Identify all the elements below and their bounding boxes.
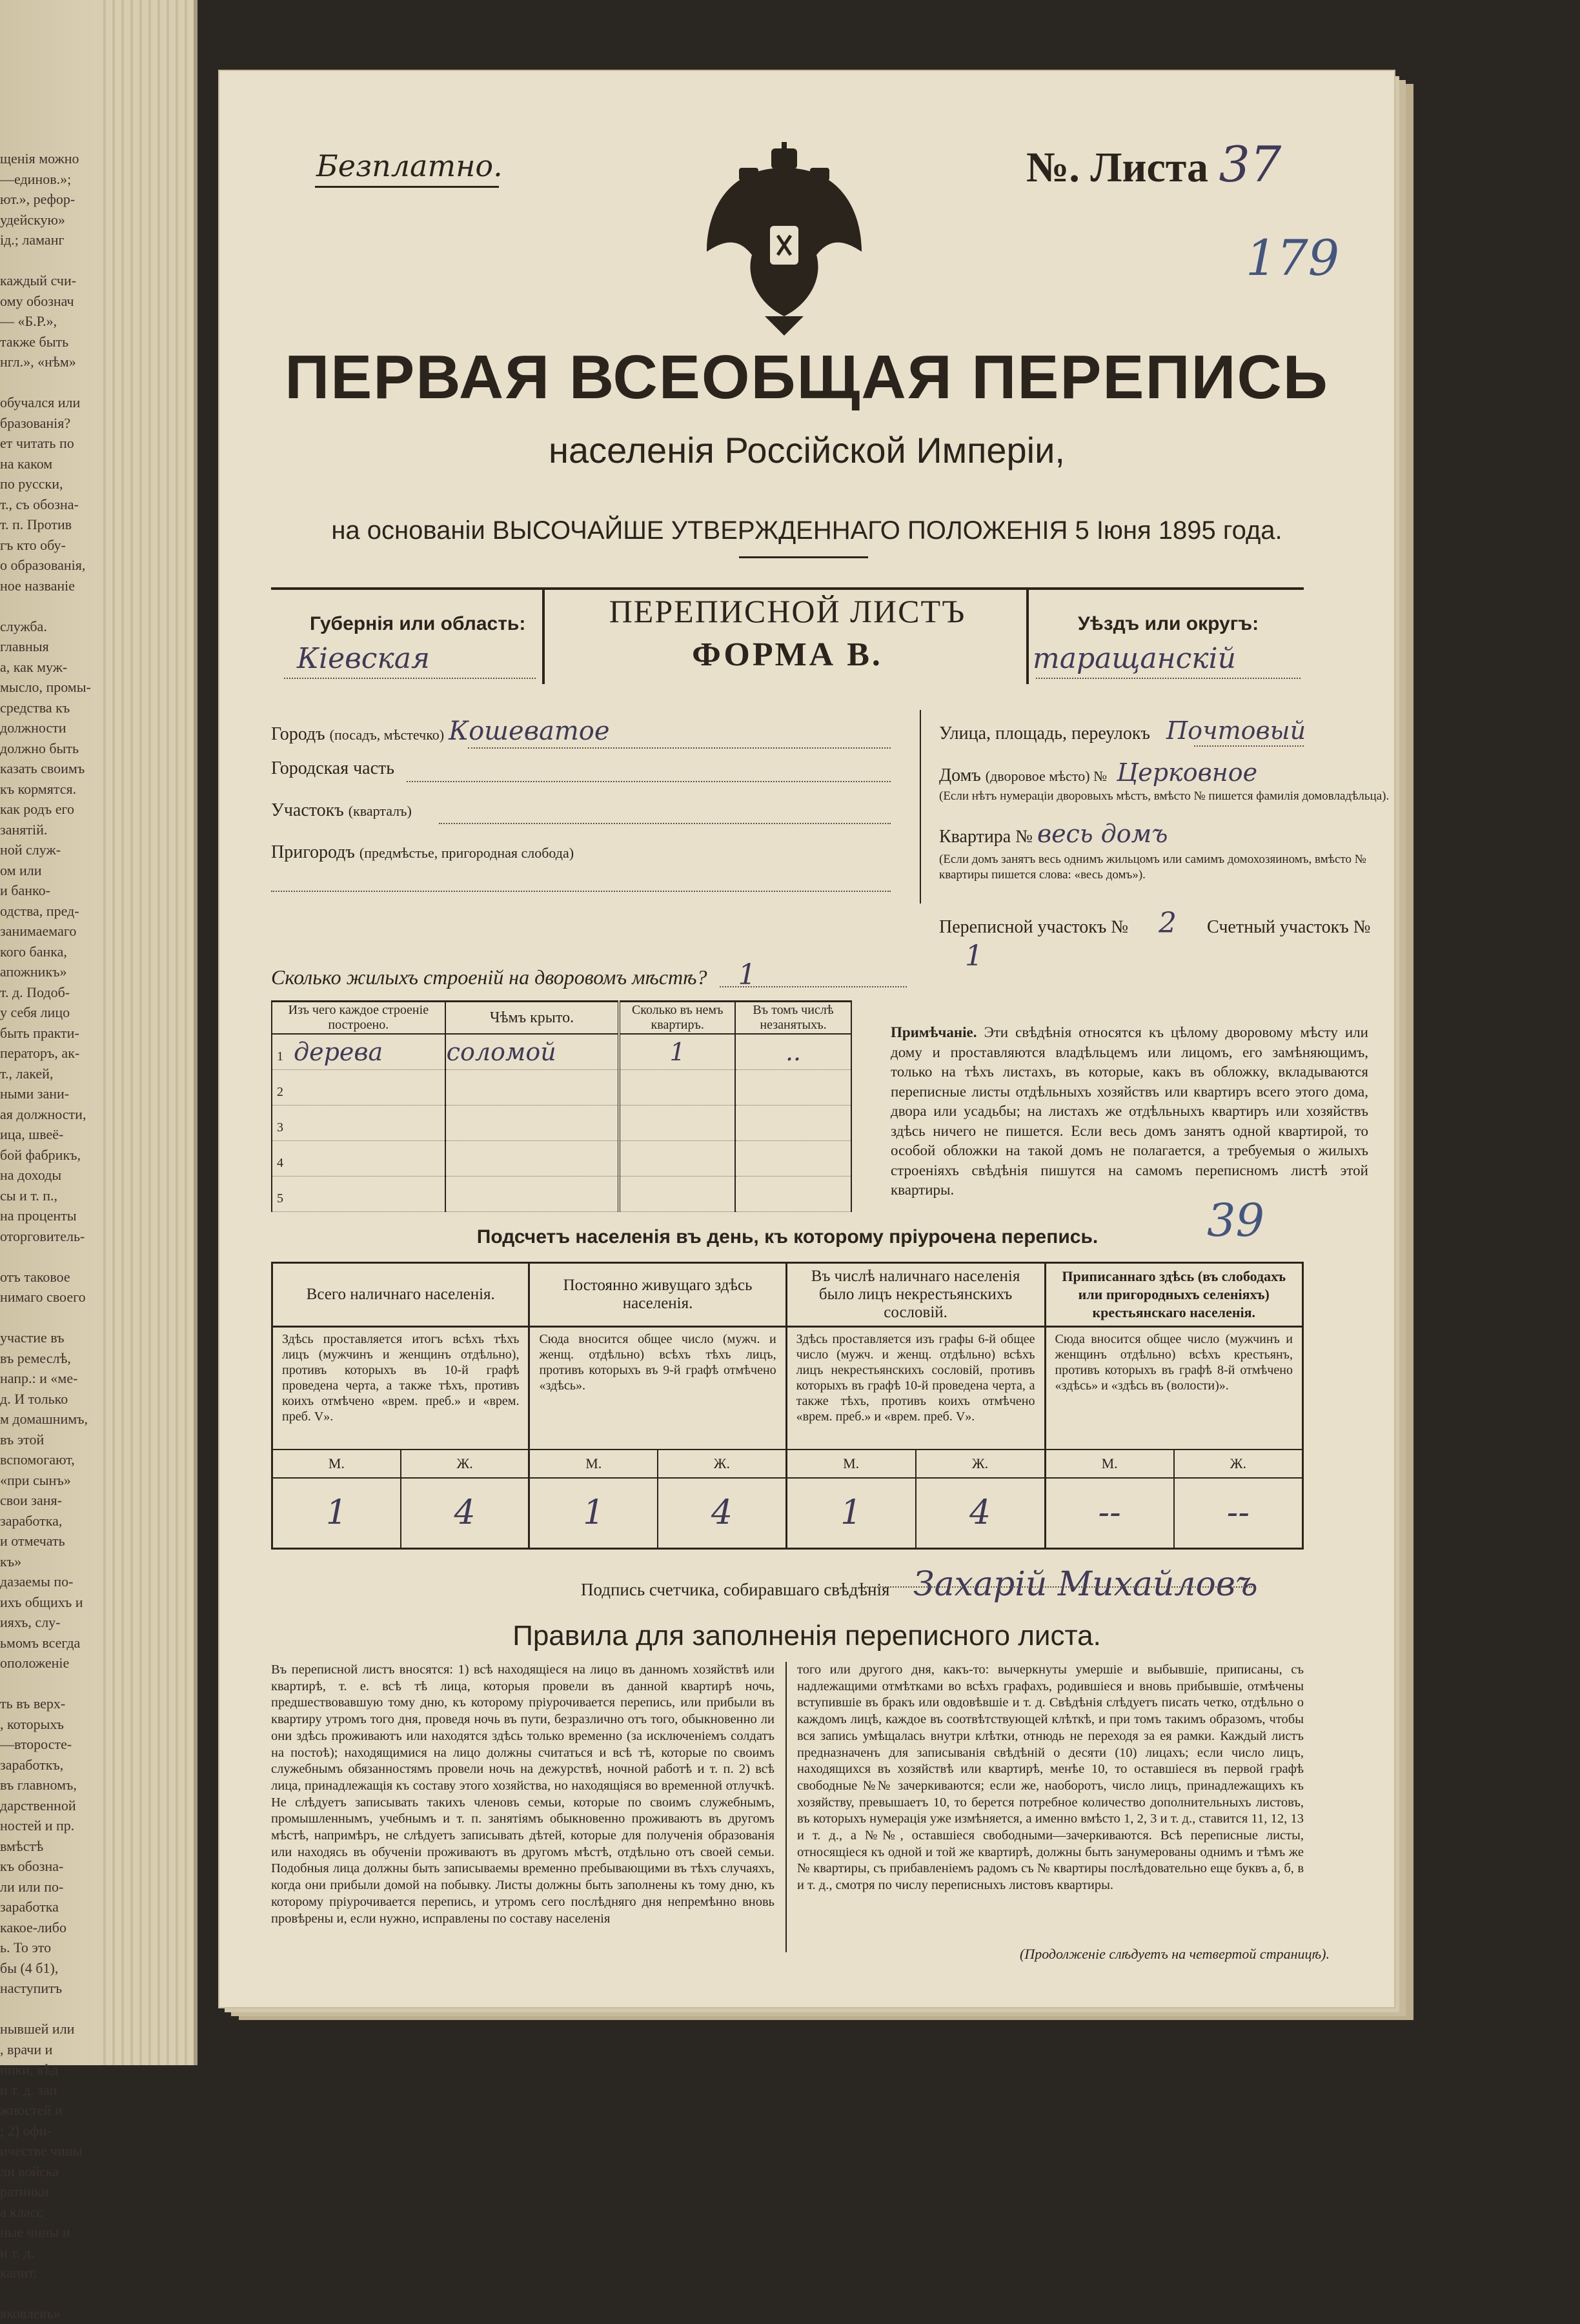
buildings-table: Изъ чего каждое строеніе построено. Чѣмъ крыто. Сколько въ немъ квартиръ. Въ томъ числѣ незанятыхъ. 1 дерева соломой 1 .. 2 3 4 5	[271, 1000, 852, 1212]
adjacent-line: службa.	[0, 618, 47, 634]
adjacent-line: , которыхъ	[0, 1715, 64, 1732]
adjacent-line: ичестве чины	[0, 2143, 83, 2159]
precinct-field: Участокъ (кварталъ)	[271, 800, 412, 820]
street-field: Улица, площадь, переулокъ Почтовый	[939, 716, 1306, 745]
adjacent-line	[0, 372, 97, 393]
table-row	[272, 1069, 851, 1105]
adjacent-line: заработка	[0, 1899, 59, 1915]
adjacent-line: д. И только	[0, 1390, 68, 1407]
male-count: --	[1045, 1478, 1174, 1549]
adjacent-line: занимаемаго	[0, 923, 77, 939]
adjacent-page-stack	[0, 0, 198, 2321]
adjacent-line: вспомогают,	[0, 1451, 75, 1468]
male-header: М.	[272, 1450, 401, 1478]
adjacent-line: отъ таковое	[0, 1268, 70, 1285]
adjacent-line: въ главномъ,	[0, 1777, 77, 1793]
population-title: Подсчетъ населенія въ день, къ которому пріурочена перепись.	[476, 1226, 1099, 1248]
population-column-title: Всего наличнаго населенія.	[272, 1263, 529, 1327]
population-column-description: Сюда вносится общее число (мужчинъ и женщинъ отдѣльно) всѣхъ крестьянъ, противъ которыхъ въ графѣ 8-й отмѣчено «здѣсь» и «здѣсь въ (волости)».	[1045, 1327, 1303, 1450]
male-count: 1	[272, 1478, 401, 1549]
building-roof: соломой	[446, 1037, 556, 1066]
adjacent-line: каждый счи-	[0, 272, 77, 288]
adjacent-line: ихъ общихъ и	[0, 1593, 83, 1610]
adjacent-line	[0, 1999, 97, 2019]
adjacent-line: къ кормятся.	[0, 780, 77, 797]
adjacent-line: яковлевъ»	[0, 2305, 61, 2321]
continued-note: (Продолженіе слѣдуетъ на четвертой страницѣ).	[1020, 1946, 1330, 1962]
form-title: ФОРМА В.	[692, 636, 883, 673]
adjacent-line: ли или по-	[0, 1878, 64, 1895]
adjacent-line: на каком	[0, 455, 53, 472]
adjacent-line: въ ремеслѣ,	[0, 1349, 71, 1366]
adjacent-line: ет читать по	[0, 435, 74, 451]
rules-right-column: того или другого дня, какъ-то: вычеркнуты умершіе и выбывшіе, приписаны, съ надлежащими отмѣтками во всѣхъ графахъ, родившіеся и вновь прибывшіе, отмѣчены вступившіе въ бракъ или овдовѣвшіе и т. д. Свѣдѣнія слѣдуетъ писать четко, отдѣльно о каждомъ лицѣ, каждое въ соотвѣтствующей клѣткѣ, и при томъ такимъ образомъ, чтобы вся запись умѣщалась внутри клѣтки, отнюдь не переходя за ея рамки. Каждый листъ предназначенъ для записыванія свѣдѣній о десяти (10) лицахъ; если число лицъ, находящихся въ хозяйствѣ или квартирѣ, менѣе 10, то оставшіеся въ первой графѣ свободные №№ зачеркиваются; если же, наоборотъ, число лицъ, принадлежащихъ къ хозяйству, превышаетъ 10, то берется потребное количество дополнительныхъ листовъ, въ которыхъ нумерація уже измѣняется, а именно вмѣсто 1, 2, 3 и т. д., ставится 11, 12, 13 и т. д., а №№, оставшіеся свободными—зачеркиваются. Всѣ переписные листы, относящіеся къ одной и той же квартирѣ, должны быть занумерованы однимъ и тѣмъ же № квартиры, съ прибавленіемъ радомъ съ № квартиры послѣдовательно еще буквъ а, б, в и т. д., смотря по числу переписныхъ листовъ квартиры.	[797, 1662, 1304, 1893]
row-number: 5	[277, 1191, 283, 1206]
adjacent-line: средства къ	[0, 699, 70, 716]
adjacent-line: ід.; ламанг	[0, 232, 65, 248]
adjacent-line: ными зани-	[0, 1086, 70, 1102]
adjacent-line: нимаго своего	[0, 1289, 86, 1305]
adjacent-line: нывшей или	[0, 2021, 75, 2037]
adjacent-line: казать своимъ	[0, 760, 85, 776]
adjacent-line: ностей и пр.	[0, 1817, 75, 1834]
adjacent-line: ют.», рефор-	[0, 191, 76, 207]
adjacent-line: м домашнимъ,	[0, 1411, 88, 1427]
margin-number: 39	[1207, 1194, 1265, 1247]
sheet-number-value: 37	[1219, 136, 1282, 193]
adjacent-line: ное названіе	[0, 577, 76, 594]
male-header: М.	[529, 1450, 658, 1478]
female-header: Ж.	[1174, 1450, 1303, 1478]
adjacent-line: заработка,	[0, 1512, 63, 1529]
census-area-field: Переписной участокъ № 2 Счетный участокъ № 1	[939, 907, 1371, 973]
adjacent-line: заработкъ,	[0, 1756, 64, 1773]
adjacent-line: ть въ верх-	[0, 1695, 66, 1712]
adjacent-line: и т. д.	[0, 2244, 34, 2261]
adjacent-line: удейскую»	[0, 211, 65, 228]
table-row	[272, 1176, 851, 1211]
adjacent-line: гъ кто обу-	[0, 536, 66, 553]
adjacent-line: и банко-	[0, 882, 50, 898]
female-header: Ж.	[401, 1450, 529, 1478]
adjacent-line: т. д. Подоб-	[0, 984, 70, 1000]
adjacent-line: сы и т. п.,	[0, 1187, 58, 1204]
province-value: Кіевская	[297, 642, 430, 675]
building-vacant: ..	[785, 1037, 802, 1066]
page-title: ПЕРВАЯ ВСЕОБЩАЯ ПЕРЕПИСЬ	[285, 343, 1329, 412]
adjacent-line: а класс	[0, 2203, 43, 2220]
house-note: (Если нѣтъ нумераціи дворовыхъ мѣстъ, вмѣсто № пишется фамилія домовладѣльца).	[939, 789, 1390, 803]
adjacent-line: ной служ-	[0, 842, 61, 858]
female-header: Ж.	[658, 1450, 786, 1478]
building-material: дерева	[294, 1037, 383, 1066]
district-value: таращанскій	[1033, 642, 1236, 675]
adjacent-line: дарственной	[0, 1797, 76, 1814]
adjacent-line: напр.: и «ме-	[0, 1370, 78, 1386]
adjacent-line	[0, 1246, 97, 1267]
apartment-value: весь домъ	[1037, 820, 1168, 848]
population-column-description: Здѣсь проставляется изъ графы 6-й общее число (мужч. и женщ. отдѣльно) всѣхъ лицъ некрестьянскихъ сословій, противъ которыхъ въ графѣ 10-й проведена черта, а также тѣхъ, противъ коихъ отмѣчено «врем. преб.» и «врем. преб. V».	[786, 1327, 1045, 1450]
adjacent-line: участие въ	[0, 1329, 65, 1346]
adjacent-line: «при сынъ»	[0, 1471, 71, 1488]
adjacent-line: ияхъ, слу-	[0, 1614, 61, 1630]
signature-value: Захарій Михайловъ	[913, 1565, 1258, 1604]
adjacent-line: и т. д. зап	[0, 2081, 57, 2098]
adjacent-line	[0, 596, 97, 616]
male-header: М.	[786, 1450, 915, 1478]
adjacent-line: должности	[0, 720, 66, 736]
census-form-page	[219, 71, 1394, 2007]
adjacent-line: ьмомъ всегда	[0, 1634, 81, 1651]
adjacent-line: какое-либо	[0, 1919, 66, 1935]
adjacent-line: капит.	[0, 2265, 37, 2281]
province-label: Губернія или область:	[310, 613, 526, 634]
adjacent-line: т., съ обозна-	[0, 496, 79, 512]
adjacent-line: апожникъ»	[0, 964, 67, 980]
adjacent-line: быть практи-	[0, 1024, 79, 1041]
city-value: Кошеватое	[449, 716, 610, 746]
rules-left-column: Въ переписной листъ вносятся: 1) всѣ находящіеся на лицо въ данномъ хозяйствѣ или квартирѣ, т. е. всѣ тѣ лица, которыя провели въ данной квартирѣ ночь, предшествовавшую тому дню, къ которому пріурочивается перепись, или прибыли въ квартиру утромъ того дня, проведя ночь въ пути, безразлично отъ того, обыкновенно ли они здѣсь проживаютъ или находятся здѣсь только временно (за исключеніемъ солдатъ на постоѣ); находящимися на лицо должны считаться и всѣ тѣ, которые по своимъ служебнымъ обязанностямъ провели ночь на дежурствѣ, ночной работѣ и т. п. 2) всѣ лица, принадлежащія къ составу этого хозяйства, но находящіяся во временной отлучкѣ. Не слѣдуетъ записывать такихъ членовъ семьи, которые по своимъ служебнымъ, промышленнымъ, учебнымъ и т. п. занятіямъ обыкновенно проживаютъ въ другомъ мѣстѣ, напримѣръ, не слѣдуетъ записывать дѣтей, которые для полученія образованія или находясь въ обученіи проживаютъ въ другомъ мѣстѣ, отдѣльно отъ своей семьи. Подобныя лица должны быть записываемы временно пребывающими въ тѣхъ случаяхъ, когда они прибыли домой на побывку. Листы должны быть заполнены къ тому дню, къ которому пріурочивается перепись, и утромъ сего послѣдняго дня непремѣнно вновь провѣрены и, если нужно, исправлены по составу населенія	[271, 1662, 775, 1926]
adjacent-line: жностей и	[0, 2102, 63, 2118]
adjacent-line: кого банка,	[0, 943, 67, 960]
rules-title: Правила для заполненія переписного листа.	[512, 1620, 1101, 1652]
apartment-note: (Если домъ занятъ весь однимъ жильцомъ или самимъ домохозяиномъ, вмѣсто № квартиры пишется слова: «весь домъ»).	[939, 853, 1366, 882]
adjacent-line	[0, 1308, 97, 1328]
row-number: 2	[277, 1084, 283, 1099]
buildings-note: Примѣчаніе. Эти свѣдѣнія относятся къ цѣлому дворовому мѣсту или дому и проставляются владѣльцемъ или лицомъ, его замѣняющимъ, только на тѣхъ листахъ, въ которые, какъ въ обложку, вкладываются переписные листы отдѣльныхъ хозяйствъ или квартиръ всего этого дома, двора или усадьбы; на листахъ же отдѣльныхъ квартиръ или хозяйствъ здѣсь ничего не пишется. Если весь домъ занятъ одной квартирой, то особой обложки на такой домъ не полагается, а требуемыя о жилыхъ строеніяхъ свѣдѣнія пишутся на самомъ переписномъ листѣ этой квартиры.	[891, 1024, 1368, 1198]
population-column-title: Приписаннаго здѣсь (въ слободахъ или пригородныхъ селеніяхъ) крестьянскаго населенія.	[1045, 1263, 1303, 1327]
street-value: Почтовый	[1166, 716, 1306, 745]
adjacent-line: должно быть	[0, 740, 79, 756]
adjacent-line: у себя лицо	[0, 1004, 70, 1020]
adjacent-line	[0, 1673, 97, 1694]
adjacent-line: ая должности,	[0, 1106, 86, 1122]
female-count: --	[1174, 1478, 1303, 1549]
adjacent-line: къ обозна-	[0, 1858, 64, 1874]
adjacent-line: на доходы	[0, 1167, 62, 1183]
adjacent-line: —единов.»;	[0, 170, 72, 187]
adjacent-page-text	[0, 148, 97, 2324]
population-column-title: Въ числѣ наличнаго населенія было лицъ некрестьянскихъ сословій.	[786, 1263, 1045, 1327]
page-edges	[97, 0, 194, 2065]
adjacent-line: вмѣстѣ	[0, 1837, 44, 1854]
adjacent-line: ; 2) офи-	[0, 2122, 52, 2139]
city-field: Городъ (посадъ, мѣстечко) Кошеватое	[271, 716, 610, 746]
female-count: 4	[658, 1478, 786, 1549]
adjacent-line	[0, 2283, 97, 2304]
adjacent-line: — «Б.Р.»,	[0, 313, 57, 329]
suburb-field: Пригородъ (предмѣстье, пригородная слобода)	[271, 842, 574, 862]
adjacent-line: т., лакей,	[0, 1065, 54, 1082]
buildings-question: Сколько жилыхъ строеній на дворовомъ мѣстѣ? 1	[271, 958, 756, 991]
row-number: 4	[277, 1155, 283, 1170]
adjacent-line	[0, 250, 97, 271]
table-row	[272, 1105, 851, 1140]
adjacent-line: ные чины и	[0, 2224, 70, 2240]
adjacent-line: ператоръ, ак-	[0, 1045, 80, 1061]
district-label: Уѣздъ или округъ:	[1078, 613, 1259, 634]
counter-signature: Подпись счетчика, собиравшаго свѣдѣнія Захарій Михайловъ	[581, 1565, 1258, 1604]
female-count: 4	[916, 1478, 1045, 1549]
adjacent-line: дазаемы по-	[0, 1573, 74, 1590]
adjacent-line: и отмечать	[0, 1533, 65, 1549]
adjacent-line: мысло, промы-	[0, 679, 91, 695]
adjacent-line: одства, пред-	[0, 902, 79, 919]
adjacent-line: ли войска	[0, 2163, 59, 2179]
archive-number: 179	[1246, 229, 1340, 287]
population-table	[271, 1262, 1304, 1550]
adjacent-line: , врачи и	[0, 2041, 53, 2057]
adjacent-line: ратники	[0, 2183, 49, 2199]
female-count: 4	[401, 1478, 529, 1549]
adjacent-line: —второсте-	[0, 1736, 72, 1752]
adjacent-line: как родъ его	[0, 801, 74, 817]
adjacent-line: ники, вѣд	[0, 2061, 59, 2077]
row-number: 1	[277, 1049, 283, 1064]
adjacent-line: ь. То это	[0, 1939, 52, 1955]
adjacent-line: по русски,	[0, 476, 63, 492]
male-count: 1	[786, 1478, 915, 1549]
adjacent-line: оторговитель-	[0, 1228, 85, 1244]
adjacent-line: на проценты	[0, 1207, 77, 1224]
house-value: Церковное	[1117, 758, 1258, 787]
adjacent-line: въ этой	[0, 1431, 45, 1448]
population-column-description: Здѣсь проставляется итогъ всѣхъ тѣхъ лицъ (мужчинъ и женщинъ отдѣльно), противъ которыхъ въ 10-й графѣ проведена черта, а также тѣхъ, противъ коихъ отмѣчено «врем. преб.» и «врем. преб. V».	[272, 1327, 529, 1450]
adjacent-line: щенія можно	[0, 150, 79, 167]
adjacent-line: къ»	[0, 1553, 22, 1570]
adjacent-line: а, как муж-	[0, 658, 68, 675]
adjacent-line: наступитъ	[0, 1980, 63, 1996]
census-area-value: 2	[1159, 907, 1177, 940]
adjacent-line: также быть	[0, 333, 69, 350]
adjacent-line: оположеніе	[0, 1655, 70, 1671]
table-row	[272, 1140, 851, 1176]
adjacent-line: главныя	[0, 638, 49, 654]
count-area-value: 1	[965, 940, 983, 973]
adjacent-line: о образованія,	[0, 557, 86, 573]
population-column-description: Сюда вносится общее число (мужч. и женщ. отдѣльно) всѣхъ тѣхъ лицъ, противъ которыхъ въ 9-й графѣ отмѣчено «здѣсь».	[529, 1327, 786, 1450]
female-header: Ж.	[916, 1450, 1045, 1478]
adjacent-line: бой фабрикъ,	[0, 1146, 81, 1163]
adjacent-line: бразованія?	[0, 414, 71, 431]
adjacent-line: ом или	[0, 862, 42, 878]
adjacent-line: обучался или	[0, 394, 81, 410]
sheet-number	[1026, 136, 1281, 193]
adjacent-line: ица, швеё-	[0, 1126, 64, 1142]
house-field: Домъ (дворовое мѣсто) № Церковное	[939, 758, 1258, 787]
adjacent-line: свои заня-	[0, 1492, 62, 1508]
male-count: 1	[529, 1478, 658, 1549]
building-apartments: 1	[669, 1037, 685, 1066]
page-subtitle: населенія Россійской Имперіи,	[549, 430, 1065, 470]
legal-basis: на основаніи ВЫСОЧАЙШЕ УТВЕРЖДЕННАГО ПОЛОЖЕНІЯ 5 Іюня 1895 года.	[331, 516, 1282, 545]
adjacent-line: т. п. Против	[0, 516, 72, 532]
sheet-title: ПЕРЕПИСНОЙ ЛИСТЪ	[609, 593, 966, 629]
city-part-label: Городская часть	[271, 758, 395, 778]
population-column-title: Постоянно живущаго здѣсь населенія.	[529, 1263, 786, 1327]
double-headed-eagle-icon	[700, 142, 868, 336]
free-label: Безплатно.	[316, 148, 503, 183]
adjacent-line: нгл.», «нѣм»	[0, 354, 76, 370]
adjacent-line: ому обознач	[0, 292, 74, 309]
table-row	[272, 1034, 851, 1069]
row-number: 3	[277, 1120, 283, 1135]
adjacent-line: бы (4 б1),	[0, 1959, 59, 1976]
apartment-field: Квартира № весь домъ	[939, 820, 1168, 848]
adjacent-line: занятій.	[0, 821, 48, 838]
buildings-answer: 1	[738, 958, 756, 991]
male-header: М.	[1045, 1450, 1174, 1478]
sheet-number-label: №. Листа	[1026, 144, 1209, 191]
